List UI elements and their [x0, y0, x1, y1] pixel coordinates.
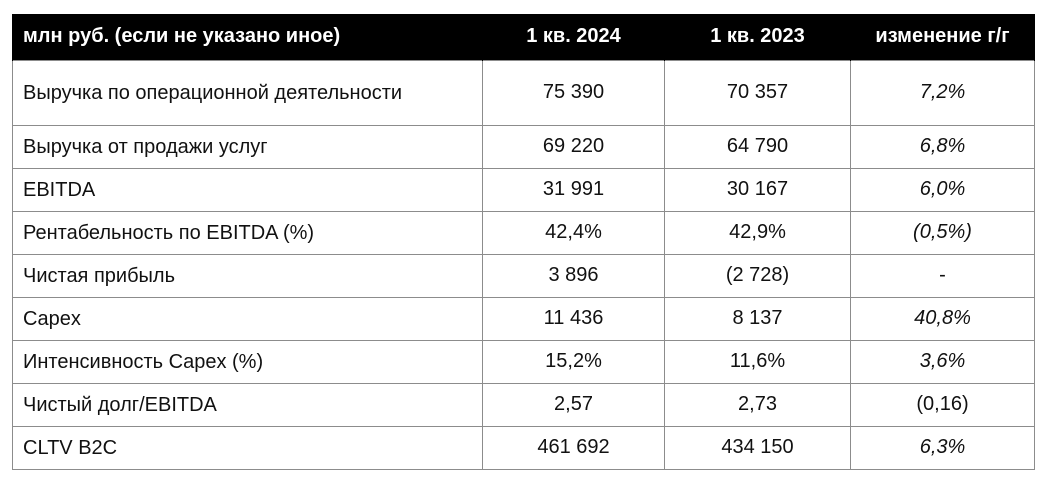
cell-q1-2023: 8 137 — [665, 297, 851, 340]
cell-q1-2024: 11 436 — [483, 297, 665, 340]
cell-q1-2023: 2,73 — [665, 383, 851, 426]
cell-q1-2023: (2 728) — [665, 254, 851, 297]
table-body — [13, 60, 1035, 469]
financial-table-container — [12, 14, 1034, 470]
cell-q1-2024: 42,4% — [483, 211, 665, 254]
table-row — [13, 426, 1035, 469]
cell-q1-2023: 11,6% — [665, 340, 851, 383]
cell-q1-2024: 75 390 — [483, 60, 665, 125]
cell-yoy-change: (0,5%) — [851, 211, 1035, 254]
cell-q1-2024: 15,2% — [483, 340, 665, 383]
row-label: Выручка по операционной деятельности — [13, 60, 483, 125]
table-row — [13, 254, 1035, 297]
table-row — [13, 60, 1035, 125]
row-label: CLTV B2C — [13, 426, 483, 469]
table-row — [13, 125, 1035, 168]
cell-q1-2024: 3 896 — [483, 254, 665, 297]
row-label: EBITDA — [13, 168, 483, 211]
cell-q1-2023: 64 790 — [665, 125, 851, 168]
row-label: Capex — [13, 297, 483, 340]
header-q1-2023: 1 кв. 2023 — [665, 14, 851, 60]
cell-q1-2023: 30 167 — [665, 168, 851, 211]
cell-q1-2023: 70 357 — [665, 60, 851, 125]
cell-yoy-change: 6,3% — [851, 426, 1035, 469]
cell-yoy-change: 6,0% — [851, 168, 1035, 211]
header-q1-2024: 1 кв. 2024 — [483, 14, 665, 60]
row-label: Интенсивность Capex (%) — [13, 340, 483, 383]
row-label: Чистый долг/EBITDA — [13, 383, 483, 426]
table-row — [13, 168, 1035, 211]
cell-q1-2024: 69 220 — [483, 125, 665, 168]
cell-yoy-change: 3,6% — [851, 340, 1035, 383]
cell-q1-2024: 2,57 — [483, 383, 665, 426]
table-header — [13, 14, 1035, 60]
cell-q1-2023: 434 150 — [665, 426, 851, 469]
header-row — [13, 14, 1035, 60]
table-row — [13, 211, 1035, 254]
cell-yoy-change: 6,8% — [851, 125, 1035, 168]
header-yoy-change: изменение г/г — [851, 14, 1035, 60]
cell-yoy-change: 7,2% — [851, 60, 1035, 125]
cell-yoy-change: - — [851, 254, 1035, 297]
row-label: Чистая прибыль — [13, 254, 483, 297]
financial-results-table — [12, 14, 1035, 470]
table-row — [13, 297, 1035, 340]
row-label: Выручка от продажи услуг — [13, 125, 483, 168]
cell-yoy-change: 40,8% — [851, 297, 1035, 340]
header-metric: млн руб. (если не указано иное) — [13, 14, 483, 60]
table-row — [13, 383, 1035, 426]
row-label: Рентабельность по EBITDA (%) — [13, 211, 483, 254]
cell-q1-2024: 461 692 — [483, 426, 665, 469]
cell-yoy-change: (0,16) — [851, 383, 1035, 426]
table-row — [13, 340, 1035, 383]
cell-q1-2024: 31 991 — [483, 168, 665, 211]
cell-q1-2023: 42,9% — [665, 211, 851, 254]
